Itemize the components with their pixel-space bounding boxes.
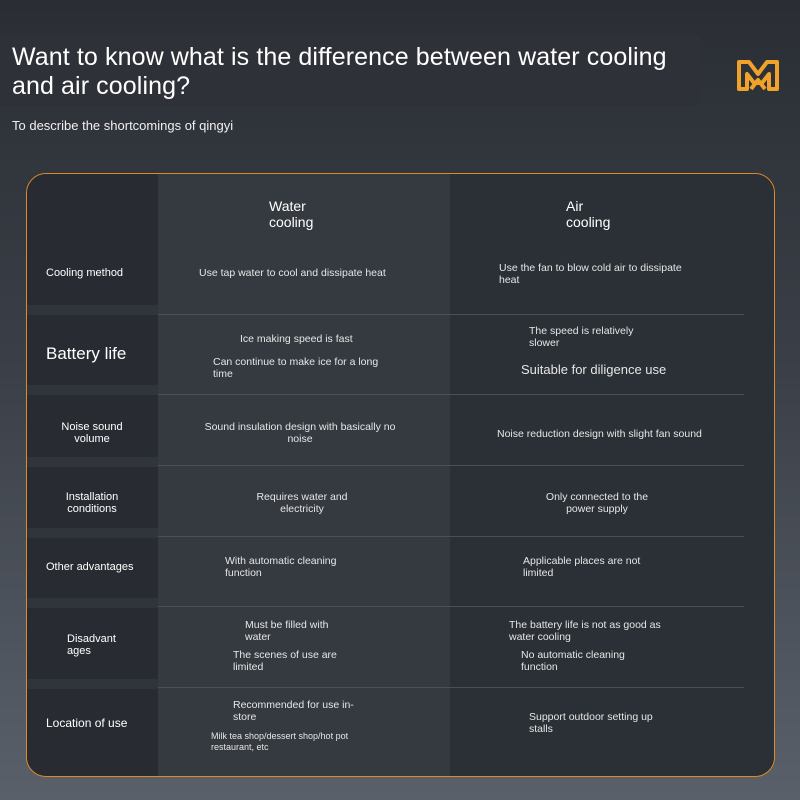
row-divider [158, 394, 744, 395]
row-label-disadvantages: Disadvant ages [67, 633, 116, 657]
water-column [158, 174, 450, 776]
air-cooling-method: Use the fan to blow cold air to dissipate heat [499, 262, 682, 286]
row-label-location: Location of use [46, 716, 128, 730]
row-label-cooling-method: Cooling method [46, 267, 124, 279]
header-water-cooling: Water cooling [269, 198, 314, 230]
row-divider [158, 687, 744, 688]
water-noise: Sound insulation design with basically no noise [204, 421, 396, 445]
row-divider [158, 314, 744, 315]
row-separator [27, 385, 158, 395]
comparison-table [26, 173, 775, 777]
water-disadvantage-1: Must be filled with water [245, 619, 329, 643]
water-other-advantages: With automatic cleaning function [225, 555, 337, 579]
row-separator [27, 457, 158, 467]
water-battery-life-2: Can continue to make ice for a long time [213, 356, 379, 380]
row-label-installation: Installation conditions [65, 491, 119, 515]
page-title: Want to know what is the difference between water cooling and air cooling? [12, 43, 667, 100]
mx-logo-icon [736, 56, 780, 92]
header-air-cooling: Air cooling [566, 198, 611, 230]
air-disadvantage-2: No automatic cleaning function [521, 649, 625, 673]
row-divider [158, 465, 744, 466]
water-cooling-method: Use tap water to cool and dissipate heat [199, 267, 386, 279]
row-label-noise: Noise sound volume [61, 421, 123, 445]
water-location-1: Recommended for use in-store [233, 699, 354, 723]
row-separator [27, 679, 158, 689]
row-separator [27, 528, 158, 538]
air-installation: Only connected to the power supply [545, 491, 649, 515]
row-label-other-advantages: Other advantages [46, 561, 134, 573]
row-separator [27, 598, 158, 608]
air-disadvantage-1: The battery life is not as good as water cooling [509, 619, 661, 643]
subtitle: To describe the shortcomings of qingyi [12, 118, 234, 133]
air-noise: Noise reduction design with slight fan sound [497, 428, 702, 440]
air-battery-life-1: The speed is relatively slower [529, 325, 634, 349]
water-disadvantage-2: The scenes of use are limited [233, 649, 337, 673]
air-other-advantages: Applicable places are not limited [523, 555, 641, 579]
row-divider [158, 536, 744, 537]
row-separator [27, 305, 158, 315]
air-battery-life-2: Suitable for diligence use [521, 362, 667, 377]
air-location: Support outdoor setting up stalls [529, 711, 653, 735]
water-battery-life-1: Ice making speed is fast [240, 333, 353, 345]
water-location-2: Milk tea shop/dessert shop/hot pot restaurant, etc [211, 731, 349, 752]
row-label-battery-life: Battery life [46, 344, 127, 363]
water-installation: Requires water and electricity [256, 491, 348, 515]
row-divider [158, 606, 744, 607]
